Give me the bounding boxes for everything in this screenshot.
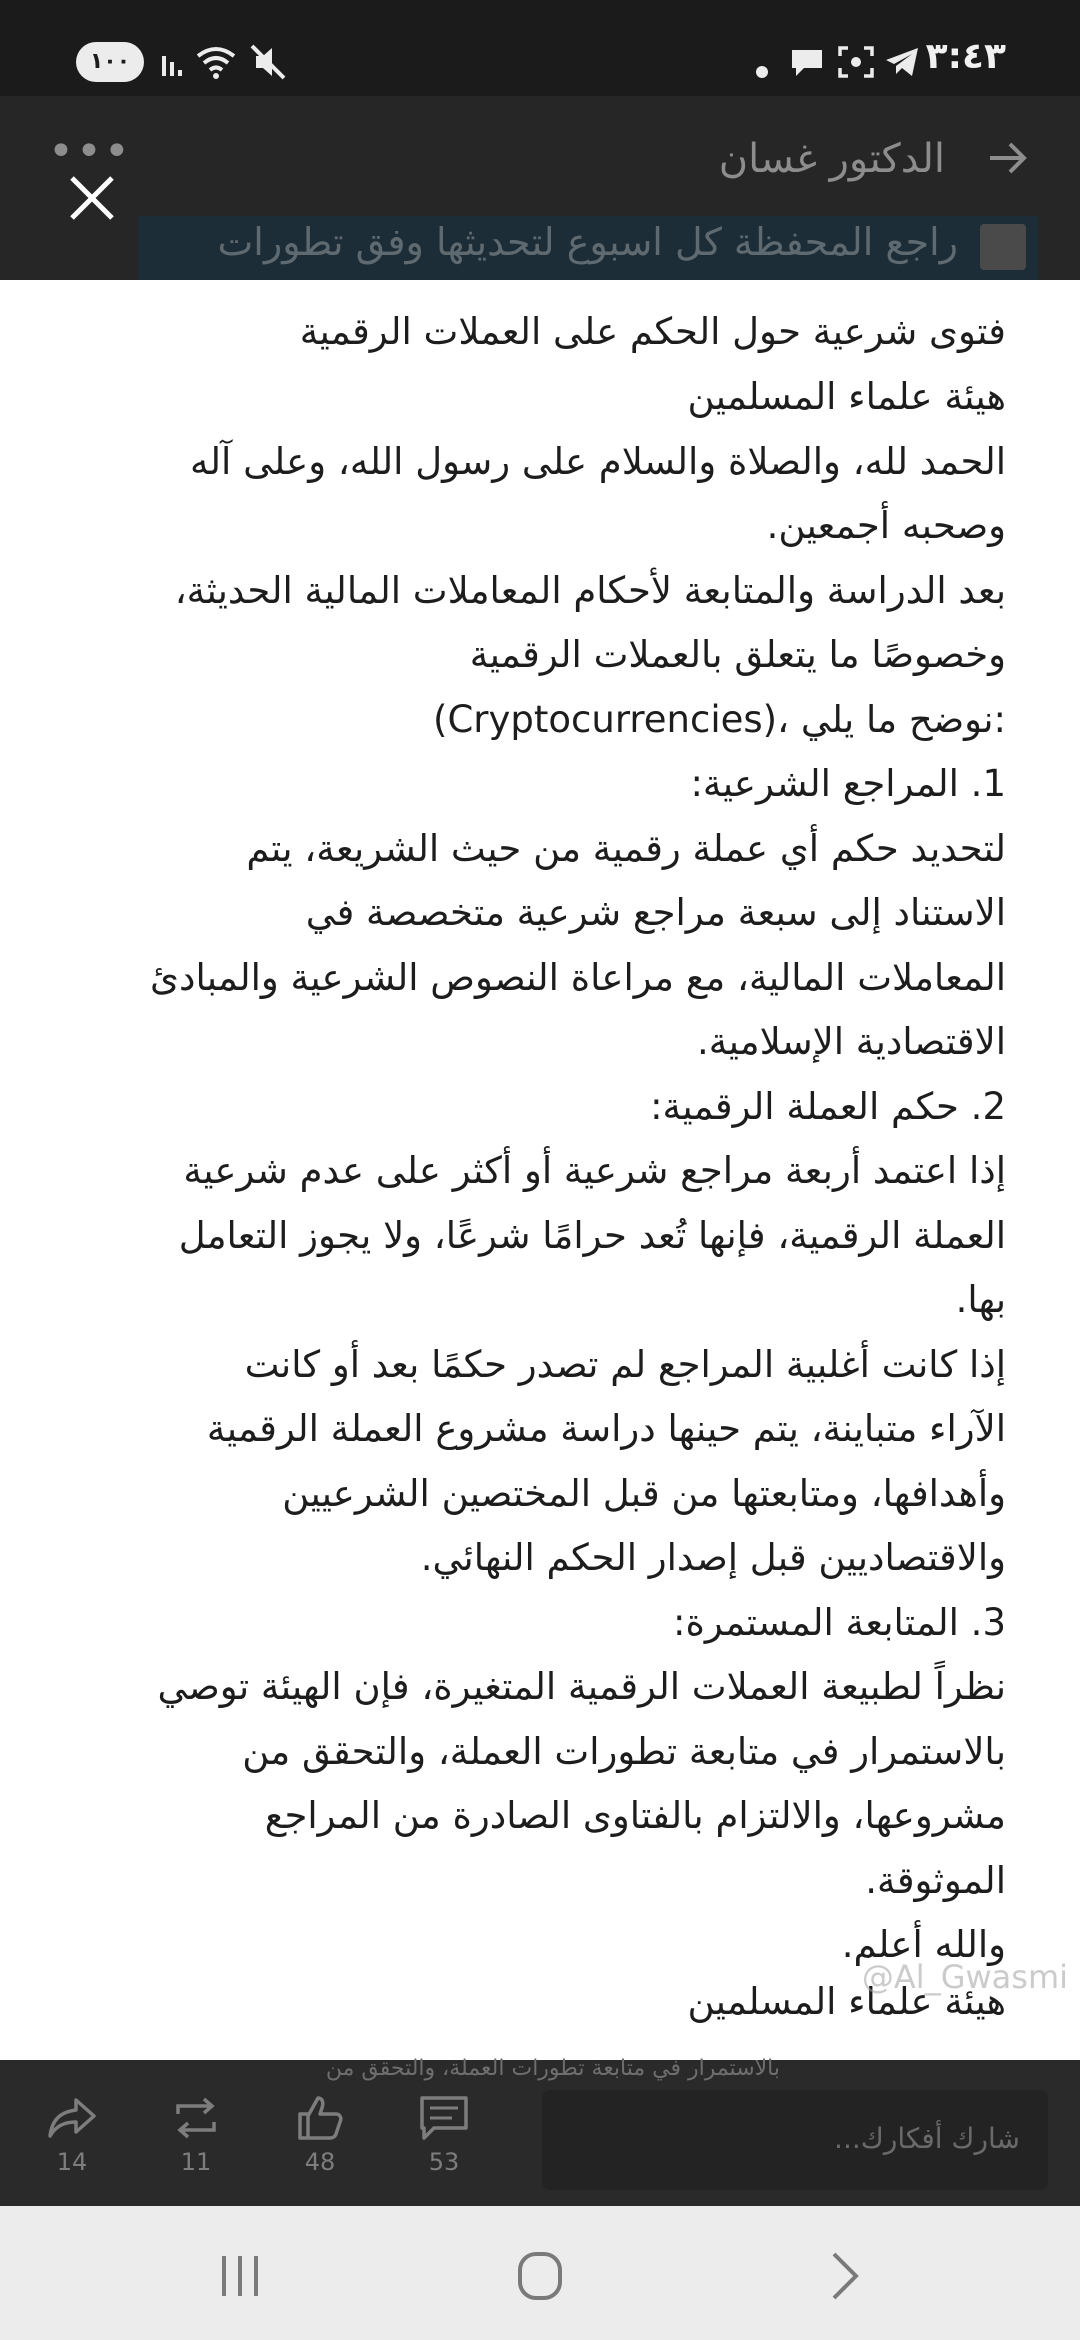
doc-line: وخصوصًا ما يتعلق بالعملات الرقمية	[469, 633, 1006, 676]
like-button[interactable]	[280, 2094, 360, 2176]
watermark: @Al_Gwasmi	[861, 1958, 1068, 1996]
doc-line: نظراً لطبيعة العملات الرقمية المتغيرة، فإن الهيئة توصي	[157, 1665, 1006, 1708]
like-count: 48	[304, 2148, 336, 2176]
back-icon[interactable]	[804, 2248, 884, 2304]
doc-line: إذا اعتمد أربعة مراجع شرعية أو أكثر على عدم شرعية	[183, 1149, 1006, 1192]
comment-button[interactable]	[404, 2094, 484, 2176]
comment-placeholder: شارك أفكارك...	[834, 2122, 1020, 2155]
share-count: 14	[56, 2148, 88, 2176]
doc-line: وأهدافها، ومتابعتها من قبل المختصين الشرعيين	[282, 1472, 1006, 1515]
home-icon[interactable]	[500, 2248, 580, 2304]
doc-line: 2. حكم العملة الرقمية:	[650, 1085, 1006, 1128]
comment-input[interactable]	[542, 2090, 1048, 2190]
telegram-icon	[884, 44, 920, 80]
repost-count: 11	[180, 2148, 212, 2176]
doc-line: إذا كانت أغلبية المراجع لم تصدر حكمًا بعد أو كانت	[244, 1343, 1006, 1386]
doc-line: الحمد لله، والصلاة والسلام على رسول الله، وعلى آله	[189, 440, 1006, 483]
repost-icon	[170, 2094, 222, 2142]
doc-line: 3. المتابعة المستمرة:	[673, 1601, 1006, 1644]
doc-line: لتحديد حكم أي عملة رقمية من حيث الشريعة، يتم	[246, 827, 1006, 870]
recent-apps-icon[interactable]	[200, 2248, 280, 2304]
doc-line: الاستناد إلى سبعة مراجع شرعية متخصصة في	[305, 891, 1006, 934]
share-icon	[46, 2094, 98, 2142]
doc-line: المعاملات المالية، مع مراعاة النصوص الشرعية والمبادئ	[150, 956, 1006, 999]
doc-line: العملة الرقمية، فإنها تُعد حرامًا شرعًا، ولا يجوز التعامل	[178, 1214, 1006, 1257]
dot-icon	[754, 54, 770, 90]
doc-line: هيئة علماء المسلمين	[687, 375, 1006, 418]
chat-bubble-icon	[788, 44, 826, 80]
close-icon[interactable]	[52, 158, 132, 238]
post-snippet-bottom: بالاستمرار في متابعة تطورات العملة، والتحقق من	[325, 2056, 780, 2081]
comment-icon	[418, 2094, 470, 2142]
doc-line: والله أعلم.	[841, 1923, 1006, 1966]
post-snippet-text: راجع المحفظة كل اسبوع لتحديثها وفق تطورات	[217, 220, 958, 264]
doc-line: الاقتصادية الإسلامية.	[696, 1020, 1006, 1063]
signal-icon	[160, 44, 190, 80]
more-options-icon[interactable]: •••	[48, 126, 132, 177]
background-app-header	[0, 96, 1080, 280]
status-bar	[0, 0, 1080, 96]
repost-button[interactable]	[156, 2094, 236, 2176]
screen-record-icon	[836, 44, 876, 80]
checkbox-icon	[980, 224, 1026, 270]
doc-line: الآراء متباينة، يتم حينها دراسة مشروع العملة الرقمية	[206, 1407, 1006, 1450]
doc-line: والاقتصاديين قبل إصدار الحكم النهائي.	[420, 1536, 1006, 1579]
comment-count: 53	[428, 2148, 460, 2176]
system-navigation-bar	[0, 2206, 1080, 2340]
doc-line: وصحبه أجمعين.	[766, 504, 1006, 547]
back-arrow-icon[interactable]	[984, 134, 1032, 182]
post-snippet	[138, 216, 1038, 280]
doc-line: بالاستمرار في متابعة تطورات العملة، والتحقق من	[242, 1730, 1006, 1773]
doc-line: 1. المراجع الشرعية:	[690, 762, 1006, 805]
fatwa-document-image	[0, 280, 1080, 2060]
like-icon	[294, 2094, 346, 2142]
doc-line: هيئة علماء المسلمين	[687, 1980, 1006, 2023]
battery-indicator: ١٠٠	[76, 42, 144, 82]
share-button[interactable]	[32, 2094, 112, 2176]
doc-line: مشروعها، والالتزام بالفتاوى الصادرة من المراجع	[264, 1794, 1006, 1837]
page-title: الدكتور غسان	[718, 136, 945, 182]
post-action-bar	[0, 2056, 1080, 2206]
doc-line: بعد الدراسة والمتابعة لأحكام المعاملات المالية الحديثة،	[174, 569, 1006, 612]
wifi-icon	[194, 44, 238, 80]
doc-line: الموثوقة.	[865, 1859, 1006, 1902]
doc-line: فتوى شرعية حول الحكم على العملات الرقمية	[299, 310, 1006, 353]
doc-line: (Cryptocurrencies)، نوضح ما يلي:	[433, 698, 1006, 741]
mute-icon	[250, 44, 288, 80]
doc-line: بها.	[955, 1278, 1006, 1321]
clock: ٣:٤٣	[925, 36, 1006, 77]
